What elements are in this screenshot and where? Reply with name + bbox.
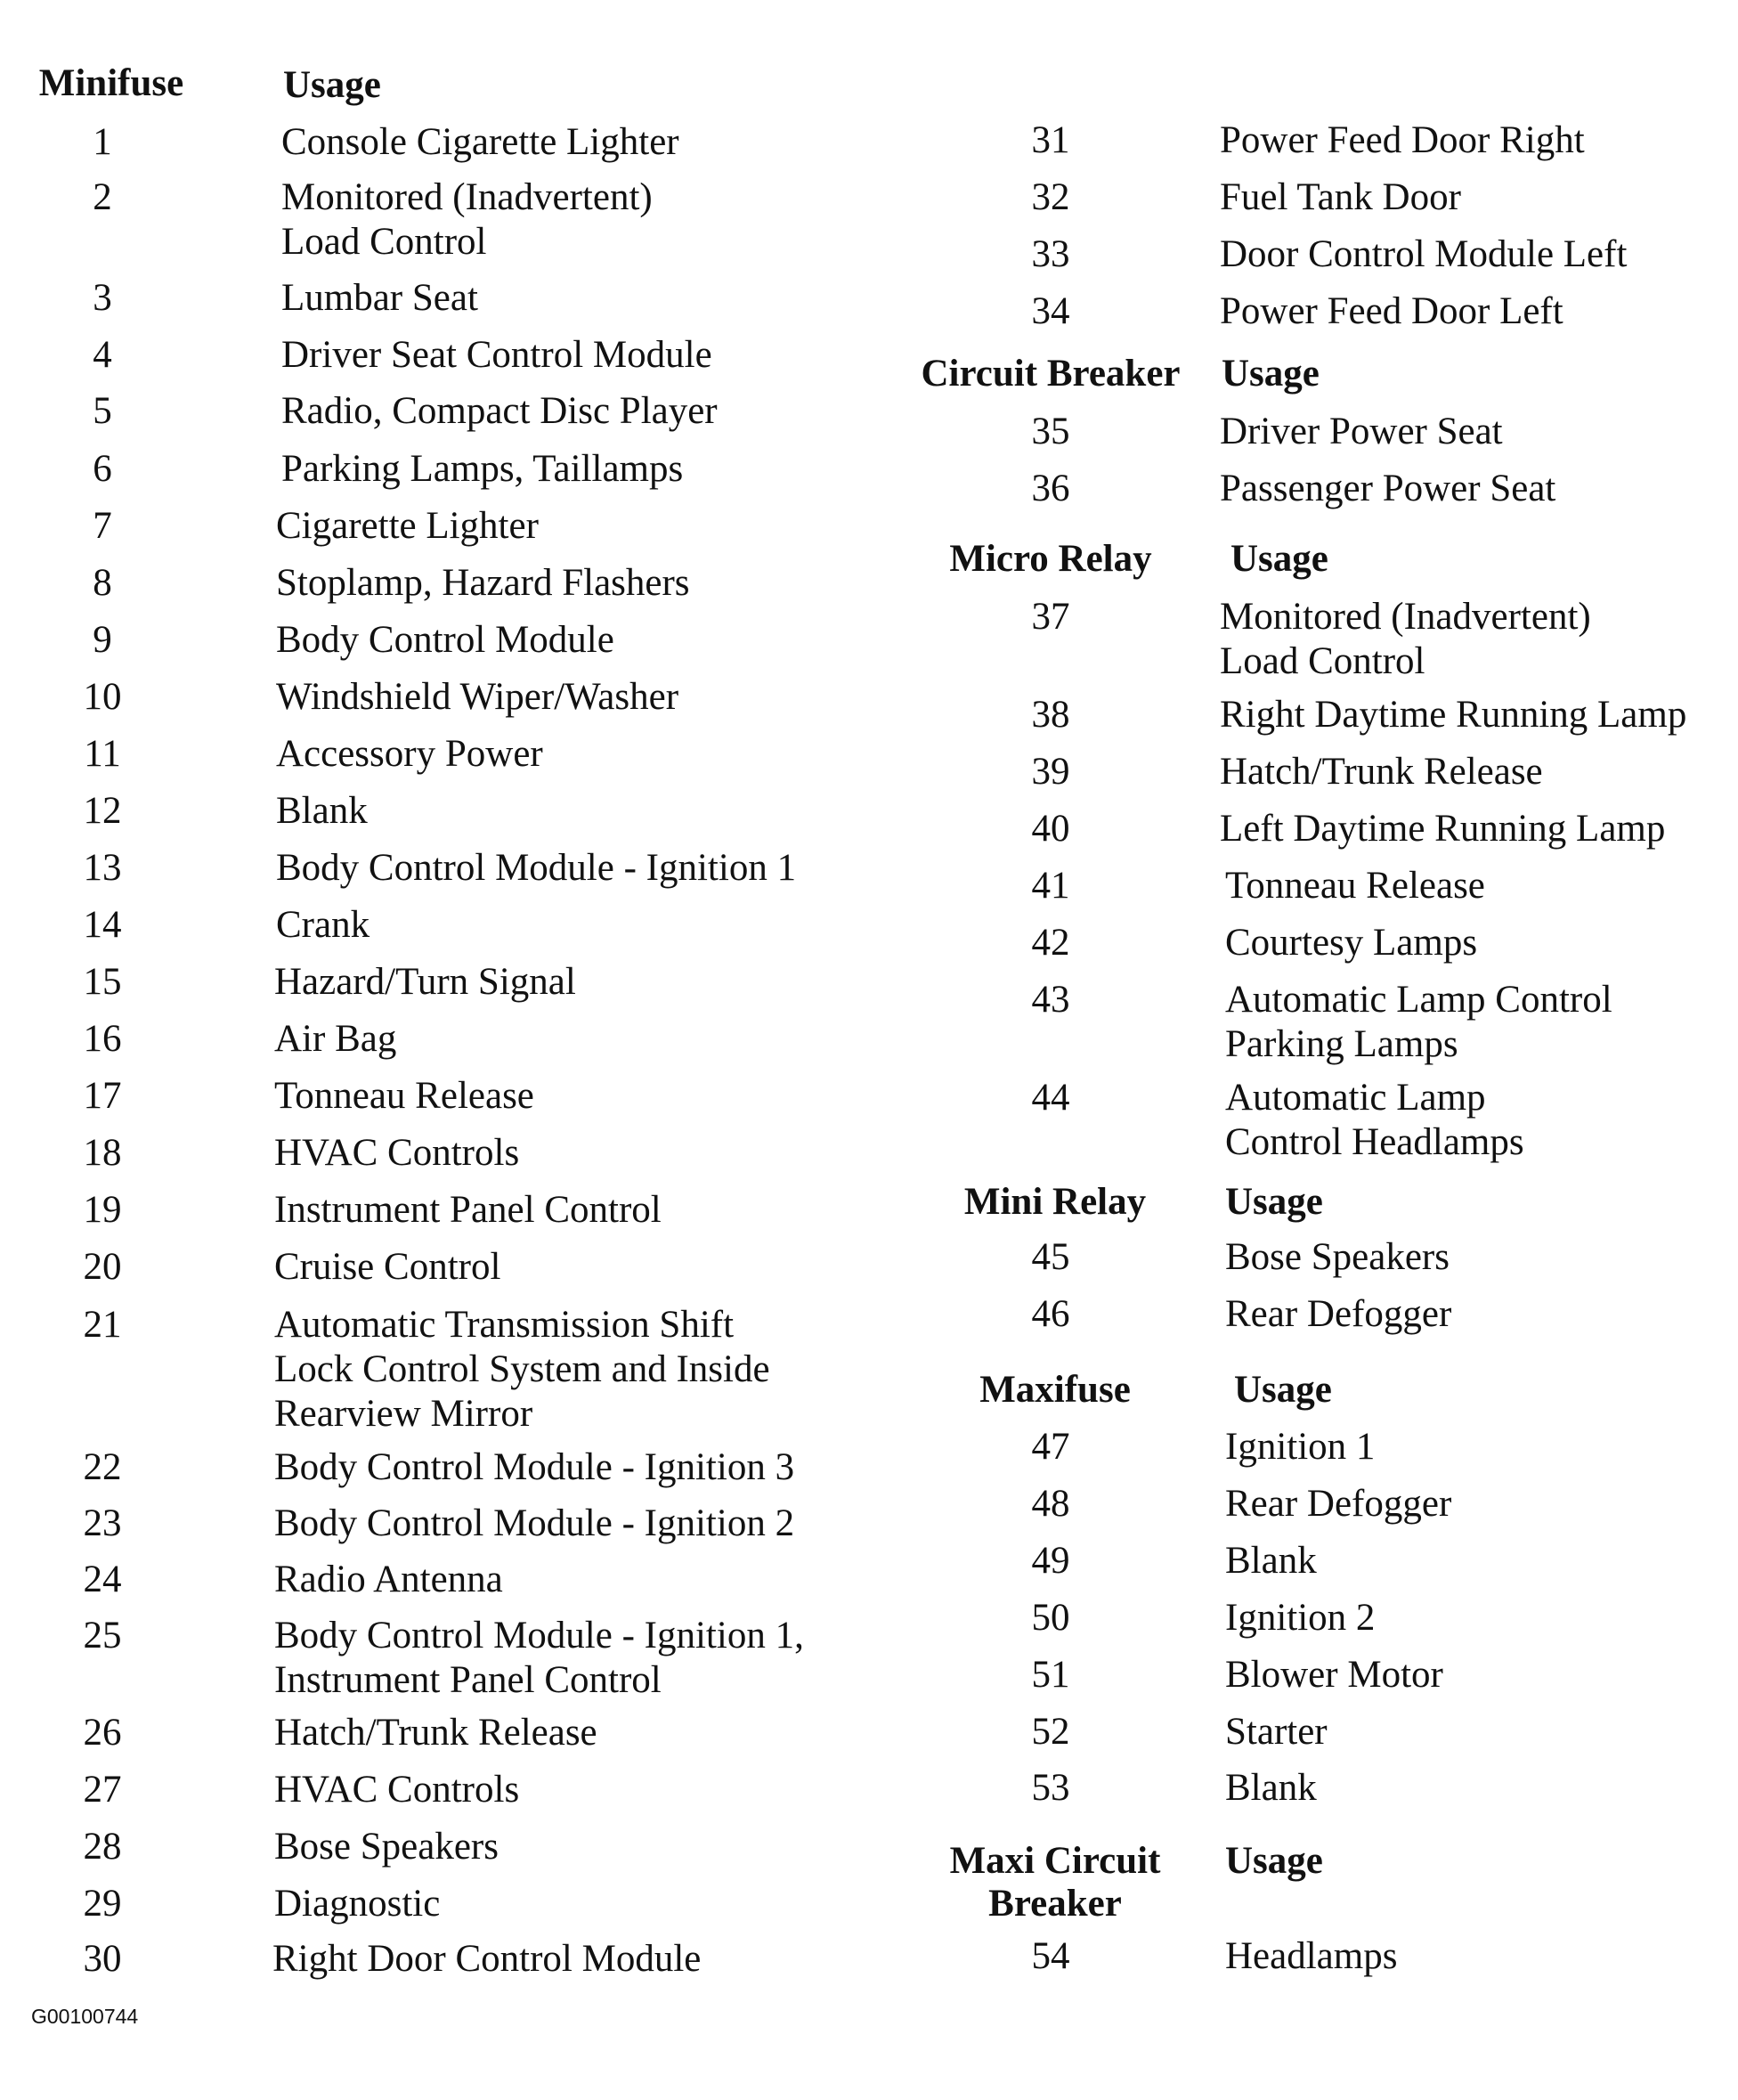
fuse-usage: Fuel Tank Door [1220, 176, 1461, 218]
fuse-number: 35 [1031, 411, 1070, 452]
fuse-number: 32 [1031, 176, 1070, 218]
fuse-number: 39 [1031, 751, 1070, 793]
fuse-number: 42 [1031, 922, 1070, 964]
fuse-usage: Cruise Control [274, 1246, 501, 1288]
fuse-usage: Radio Antenna [274, 1559, 503, 1600]
fuse-number: 43 [1031, 979, 1070, 1021]
fuse-number: 46 [1031, 1293, 1070, 1335]
fuse-number: 4 [93, 334, 112, 376]
fuse-number: 11 [84, 733, 121, 775]
fuse-usage: Bose Speakers [1225, 1236, 1450, 1278]
fuse-usage: Left Daytime Running Lamp [1220, 808, 1666, 850]
maxifuse-header: Maxifuse [979, 1369, 1131, 1411]
fuse-number: 21 [83, 1304, 122, 1346]
fuse-number: 47 [1031, 1426, 1070, 1468]
fuse-usage: Crank [276, 904, 370, 946]
fuse-usage: Radio, Compact Disc Player [281, 390, 718, 432]
fuse-number: 20 [83, 1246, 122, 1288]
fuse-usage: Windshield Wiper/Washer [276, 676, 679, 718]
fuse-usage: Automatic Transmission Shift Lock Control System and Inside Rearview Mirror [274, 1304, 770, 1435]
fuse-number: 53 [1031, 1767, 1070, 1809]
fuse-number: 45 [1031, 1236, 1070, 1278]
fuse-number: 44 [1031, 1077, 1070, 1119]
fuse-usage: Lumbar Seat [281, 277, 478, 319]
fuse-usage: Parking Lamps, Taillamps [281, 448, 684, 490]
fuse-usage: Starter [1225, 1711, 1328, 1753]
fuse-number: 25 [83, 1615, 122, 1656]
fuse-number: 5 [93, 390, 112, 432]
fuse-number: 19 [83, 1189, 122, 1231]
fuse-number: 13 [83, 847, 122, 889]
fuse-number: 3 [93, 277, 112, 319]
fuse-usage: Hatch/Trunk Release [274, 1712, 597, 1754]
fuse-number: 31 [1031, 119, 1070, 161]
fuse-number: 30 [83, 1938, 122, 1980]
fuse-number: 2 [93, 176, 112, 218]
fuse-usage: Automatic Lamp Control Headlamps [1225, 1077, 1524, 1163]
fuse-number: 26 [83, 1712, 122, 1754]
fuse-usage: Body Control Module - Ignition 1 [276, 847, 797, 889]
fuse-usage: Blank [1225, 1767, 1317, 1809]
fuse-number: 7 [93, 505, 112, 547]
fuse-usage: Air Bag [274, 1018, 397, 1060]
fuse-number: 51 [1031, 1654, 1070, 1696]
fuse-number: 9 [93, 619, 112, 661]
fuse-number: 34 [1031, 290, 1070, 332]
fuse-usage: Diagnostic [274, 1883, 441, 1925]
fuse-usage: Headlamps [1225, 1935, 1398, 1977]
fuse-usage: Monitored (Inadvertent) Load Control [281, 176, 653, 263]
fuse-number: 15 [83, 961, 122, 1003]
maxi-circuit-breaker-usage-header: Usage [1225, 1840, 1323, 1882]
fuse-usage: Rear Defogger [1225, 1293, 1452, 1335]
fuse-usage: Monitored (Inadvertent) Load Control [1220, 596, 1591, 682]
fuse-number: 6 [93, 448, 112, 490]
fuse-usage: Power Feed Door Left [1220, 290, 1563, 332]
fuse-number: 40 [1031, 808, 1070, 850]
fuse-usage: Ignition 1 [1225, 1426, 1376, 1468]
fuse-number: 14 [83, 904, 122, 946]
fuse-usage: Blank [276, 790, 368, 832]
fuse-usage: Tonneau Release [274, 1075, 534, 1117]
fuse-usage: Hatch/Trunk Release [1220, 751, 1543, 793]
fuse-usage: Driver Power Seat [1220, 411, 1503, 452]
fuse-number: 22 [83, 1446, 122, 1488]
fuse-number: 16 [83, 1018, 122, 1060]
fuse-usage: Blank [1225, 1540, 1317, 1582]
micro-relay-header: Micro Relay [949, 538, 1152, 580]
fuse-usage: Cigarette Lighter [276, 505, 539, 547]
fuse-number: 49 [1031, 1540, 1070, 1582]
fuse-usage: Blower Motor [1225, 1654, 1443, 1696]
fuse-usage: Ignition 2 [1225, 1597, 1376, 1639]
fuse-number: 29 [83, 1883, 122, 1925]
fuse-usage: Right Door Control Module [272, 1938, 702, 1980]
fuse-number: 33 [1031, 233, 1070, 275]
fuse-number: 37 [1031, 596, 1070, 638]
fuse-number: 18 [83, 1132, 122, 1174]
fuse-number: 48 [1031, 1483, 1070, 1525]
fuse-usage: Body Control Module - Ignition 1, Instrument Panel Control [274, 1615, 804, 1701]
fuse-usage: Courtesy Lamps [1225, 922, 1478, 964]
mini-relay-header: Mini Relay [963, 1181, 1147, 1223]
fuse-number: 23 [83, 1502, 122, 1544]
fuse-number: 54 [1031, 1935, 1070, 1977]
fuse-number: 38 [1031, 694, 1070, 736]
fuse-number: 12 [83, 790, 122, 832]
fuse-usage: Right Daytime Running Lamp [1220, 694, 1687, 736]
fuse-usage: Door Control Module Left [1220, 233, 1628, 275]
fuse-usage: Rear Defogger [1225, 1483, 1452, 1525]
micro-relay-usage-header: Usage [1230, 538, 1328, 580]
fuse-usage: Passenger Power Seat [1220, 468, 1556, 509]
fuse-number: 41 [1031, 865, 1070, 907]
fuse-number: 1 [93, 121, 112, 163]
fuse-usage: Body Control Module [276, 619, 614, 661]
fuse-number: 28 [83, 1826, 122, 1868]
mini-relay-usage-header: Usage [1225, 1181, 1323, 1223]
fuse-usage: Body Control Module - Ignition 2 [274, 1502, 795, 1544]
fuse-number: 27 [83, 1769, 122, 1811]
fuse-usage: Driver Seat Control Module [281, 334, 712, 376]
fuse-usage: Automatic Lamp Control Parking Lamps [1225, 979, 1612, 1065]
fuse-number: 17 [83, 1075, 122, 1117]
minifuse-header: Minifuse [38, 62, 184, 104]
fuse-usage: HVAC Controls [274, 1769, 520, 1811]
maxifuse-usage-header: Usage [1234, 1369, 1332, 1411]
maxi-circuit-breaker-header: Maxi Circuit Breaker [949, 1840, 1161, 1925]
fuse-usage: Body Control Module - Ignition 3 [274, 1446, 795, 1488]
fuse-usage: Console Cigarette Lighter [281, 121, 679, 163]
fuse-usage: Accessory Power [276, 733, 543, 775]
fuse-number: 10 [83, 676, 122, 718]
fuse-number: 36 [1031, 468, 1070, 509]
figure-code: G00100744 [31, 2005, 139, 2028]
fuse-number: 52 [1031, 1711, 1070, 1753]
minifuse-usage-header: Usage [283, 64, 381, 106]
fuse-usage: Power Feed Door Right [1220, 119, 1585, 161]
fuse-usage: Instrument Panel Control [274, 1189, 662, 1231]
circuit-breaker-header: Circuit Breaker [921, 353, 1181, 395]
circuit-breaker-usage-header: Usage [1222, 353, 1320, 395]
fuse-number: 50 [1031, 1597, 1070, 1639]
fuse-number: 8 [93, 562, 112, 604]
fuse-usage: Hazard/Turn Signal [274, 961, 576, 1003]
fuse-usage: Stoplamp, Hazard Flashers [276, 562, 690, 604]
fuse-number: 24 [83, 1559, 122, 1600]
fuse-usage: Bose Speakers [274, 1826, 499, 1868]
fuse-usage: HVAC Controls [274, 1132, 520, 1174]
fuse-usage: Tonneau Release [1225, 865, 1485, 907]
